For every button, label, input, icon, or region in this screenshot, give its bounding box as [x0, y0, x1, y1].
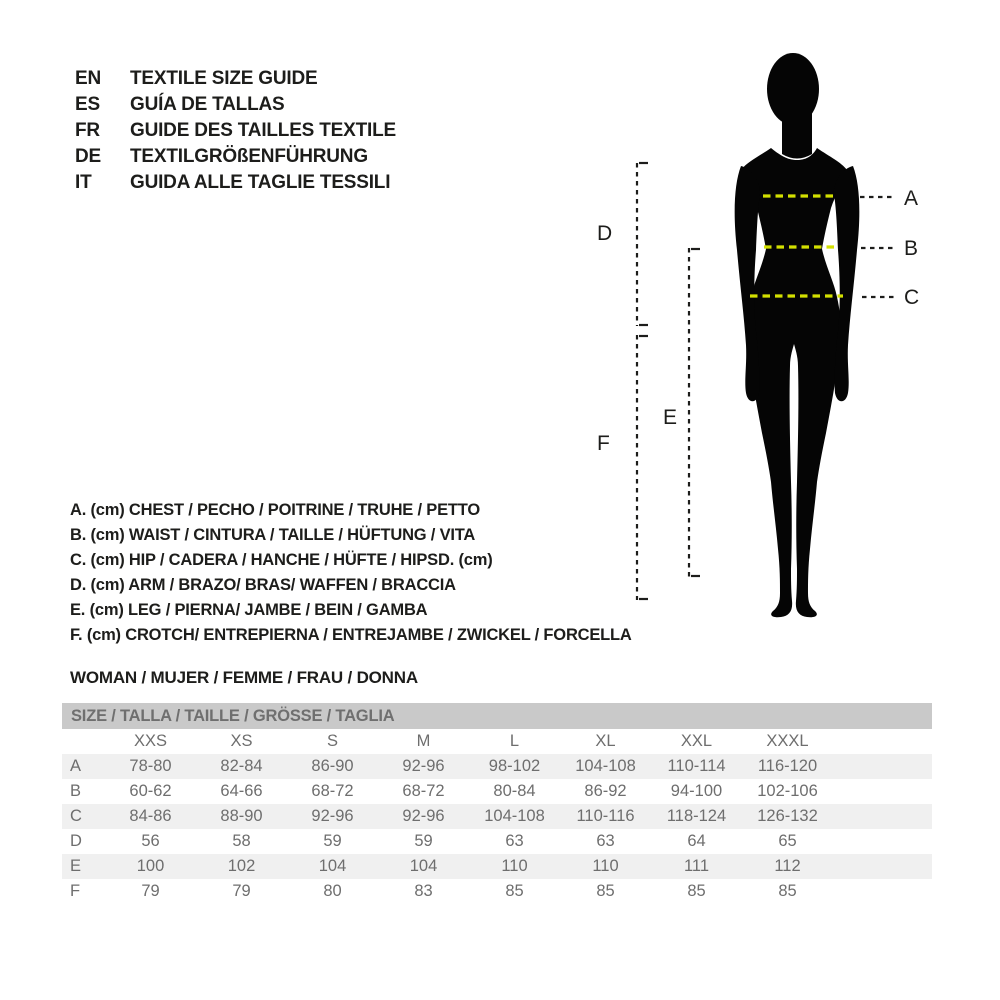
table-cell: 94-100: [670, 782, 723, 800]
lang-row-fr: [75, 118, 396, 144]
row-label: A: [70, 757, 82, 775]
table-cell: 78-80: [129, 757, 172, 775]
legend-line-crotch: F. (cm) CROTCH/ ENTREPIERNA / ENTREJAMBE / ZWICKEL / FORCELLA: [70, 626, 632, 644]
table-cell: 64-66: [220, 782, 263, 800]
table-cell: 98-102: [488, 757, 541, 775]
lang-code: IT: [75, 172, 92, 193]
guide-title: TEXTILE SIZE GUIDE: [130, 68, 318, 89]
language-title-list: [75, 66, 396, 196]
woman-silhouette: [735, 53, 860, 617]
row-label: D: [70, 832, 82, 850]
table-cell: 111: [683, 857, 710, 875]
legend-line-arm: D. (cm) ARM / BRAZO/ BRAS/ WAFFEN / BRACCIA: [70, 576, 456, 594]
table-row-leg: [62, 854, 932, 879]
gender-label: WOMAN / MUJER / FEMME / FRAU / DONNA: [70, 668, 418, 687]
filler: [833, 779, 932, 804]
table-cell: 59: [323, 832, 342, 850]
table-cell: 56: [141, 832, 160, 850]
guide-title: GUÍA DE TALLAS: [130, 94, 285, 115]
table-cell: 85: [778, 882, 797, 900]
table-row-crotch: [62, 879, 932, 904]
right-arm: [834, 166, 859, 401]
size-table: [62, 703, 932, 904]
table-cell: 104-108: [575, 757, 636, 775]
table-cell: 82-84: [220, 757, 263, 775]
row-label: F: [70, 882, 81, 900]
chest-letter: A: [904, 187, 919, 210]
filler: [833, 879, 932, 904]
table-cell: 80-84: [493, 782, 536, 800]
column-header: XL: [595, 732, 616, 750]
table-cell: 68-72: [311, 782, 354, 800]
table-cell: 118-124: [666, 807, 727, 825]
table-cell: 85: [687, 882, 706, 900]
waist-letter: B: [904, 237, 919, 260]
filler: [833, 854, 932, 879]
column-header: XS: [230, 732, 253, 750]
table-row-chest: [62, 754, 932, 779]
leg-letter: E: [663, 406, 678, 429]
column-header: L: [509, 732, 520, 750]
filler: [833, 754, 932, 779]
guide-title: GUIDA ALLE TAGLIE TESSILI: [130, 172, 391, 193]
lang-row-it: [75, 170, 396, 196]
column-header: S: [326, 732, 338, 750]
column-header: XXL: [680, 732, 713, 750]
table-cell: 59: [414, 832, 433, 850]
table-cell: 64: [687, 832, 706, 850]
table-cell: 85: [596, 882, 615, 900]
table-cell: 86-92: [584, 782, 627, 800]
row-label: B: [70, 782, 82, 800]
table-cell: 110: [592, 857, 619, 875]
column-header: XXS: [133, 732, 168, 750]
filler: [833, 804, 932, 829]
table-cell: 88-90: [220, 807, 263, 825]
table-cell: 110-114: [667, 757, 726, 775]
table-cell: 92-96: [311, 807, 354, 825]
table-row-waist: [62, 779, 932, 804]
table-cell: 100: [136, 857, 165, 875]
table-cell: 84-86: [129, 807, 172, 825]
size-table-header-bar: SIZE / TALLA / TAILLE / GRÖSSE / TAGLIA: [62, 703, 932, 729]
table-cell: 83: [414, 882, 433, 900]
lang-row-de: [75, 144, 396, 170]
table-cell: 116-120: [757, 757, 818, 775]
table-cell: 110: [501, 857, 528, 875]
table-cell: 110-116: [576, 807, 635, 825]
table-cell: 80: [323, 882, 342, 900]
table-cell: 102: [227, 857, 256, 875]
filler: [833, 829, 932, 854]
corner-cell: [62, 729, 105, 754]
guide-title: TEXTILGRÖßENFÜHRUNG: [130, 146, 368, 167]
lang-row-en: [75, 66, 396, 92]
table-row-hip: [62, 804, 932, 829]
lang-row-es: [75, 92, 396, 118]
arm-letter: D: [597, 222, 613, 245]
table-cell: 68-72: [402, 782, 445, 800]
table-cell: 86-90: [311, 757, 354, 775]
size-table-column-header-row: [62, 729, 932, 754]
lang-code: ES: [75, 94, 100, 115]
legend-line-hip: C. (cm) HIP / CADERA / HANCHE / HÜFTE / HIPSD. (cm): [70, 551, 493, 569]
column-header: XXXL: [766, 732, 809, 750]
row-label: C: [70, 807, 82, 825]
table-cell: 112: [774, 857, 801, 875]
lang-code: FR: [75, 120, 100, 141]
table-cell: 65: [778, 832, 797, 850]
table-cell: 104: [409, 857, 438, 875]
table-cell: 126-132: [757, 807, 818, 825]
legend-line-chest: A. (cm) CHEST / PECHO / POITRINE / TRUHE / PETTO: [70, 501, 480, 519]
filler: [833, 729, 932, 754]
hip-letter: C: [904, 286, 920, 309]
table-cell: 79: [141, 882, 160, 900]
measurement-legend: [70, 498, 632, 648]
table-cell: 104-108: [484, 807, 545, 825]
table-cell: 79: [232, 882, 251, 900]
row-label: E: [70, 857, 82, 875]
table-cell: 102-106: [757, 782, 818, 800]
lang-code: DE: [75, 146, 101, 167]
guide-title: GUIDE DES TAILLES TEXTILE: [130, 120, 396, 141]
table-row-arm: [62, 829, 932, 854]
table-cell: 92-96: [402, 807, 445, 825]
table-cell: 92-96: [402, 757, 445, 775]
table-cell: 58: [232, 832, 251, 850]
table-cell: 60-62: [129, 782, 172, 800]
crotch-letter: F: [597, 432, 610, 455]
table-cell: 63: [596, 832, 615, 850]
column-header: M: [416, 732, 431, 750]
table-cell: 104: [318, 857, 347, 875]
table-cell: 63: [505, 832, 524, 850]
table-cell: 85: [505, 882, 524, 900]
neck: [782, 100, 812, 159]
legend-line-leg: E. (cm) LEG / PIERNA/ JAMBE / BEIN / GAMBA: [70, 601, 428, 619]
lang-code: EN: [75, 68, 101, 89]
legend-line-waist: B. (cm) WAIST / CINTURA / TAILLE / HÜFTUNG / VITA: [70, 526, 476, 544]
